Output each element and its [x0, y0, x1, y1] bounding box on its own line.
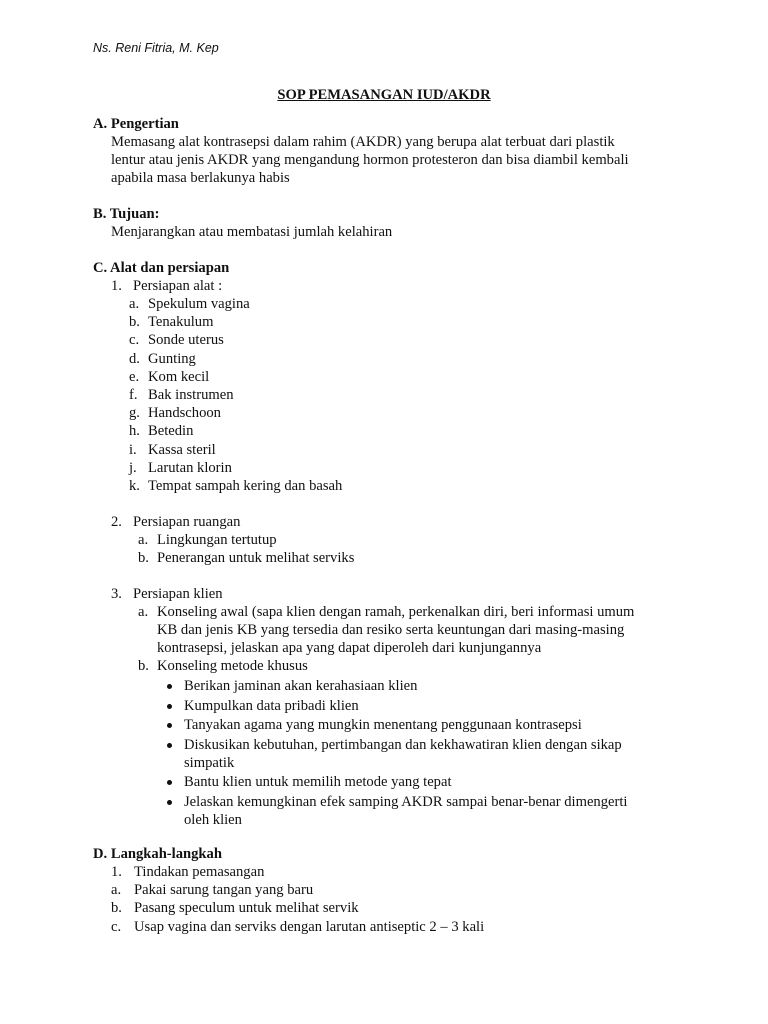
section-a-line: lentur atau jenis AKDR yang mengandung hormon protesteron dan bisa diambil kembali — [111, 152, 629, 168]
bullet-icon — [167, 800, 172, 805]
list-item: Bak instrumen — [148, 387, 234, 403]
section-b-heading: B. Tujuan: — [93, 206, 160, 222]
bullet-item-line: Tanyakan agama yang mungkin menentang penggunaan kontrasepsi — [184, 717, 582, 734]
klien-a-line: Konseling awal (sapa klien dengan ramah, perkenalkan diri, beri informasi umum — [157, 604, 635, 620]
subsection-label: Persiapan ruangan — [133, 514, 241, 530]
list-marker: b. — [138, 550, 149, 566]
list-marker: e. — [129, 368, 140, 385]
list-item: Penerangan untuk melihat serviks — [157, 550, 355, 566]
list-item: Handschoon — [148, 405, 221, 422]
author-name: Ns. Reni Fitria, M. Kep — [93, 41, 219, 55]
list-item: Tempat sampah kering dan basah — [148, 478, 343, 494]
section-a-line: Memasang alat kontrasepsi dalam rahim (AKDR) yang berupa alat terbuat dari plastik — [111, 134, 615, 150]
bullet-item-line: Berikan jaminan akan kerahasiaan klien — [184, 678, 418, 694]
section-c-heading: C. Alat dan persiapan — [93, 260, 230, 276]
section-a-line: apabila masa berlakunya habis — [111, 170, 290, 186]
list-item: Pasang speculum untuk melihat servik — [134, 900, 359, 917]
list-item: Betedin — [148, 423, 194, 440]
list-item: Larutan klorin — [148, 459, 232, 476]
list-number: 2. — [111, 514, 122, 530]
document-title: SOP PEMASANGAN IUD/AKDR — [277, 87, 491, 103]
list-marker: a. — [111, 882, 122, 899]
list-marker: a. — [129, 296, 140, 312]
list-item: Tenakulum — [148, 314, 214, 331]
bullet-icon — [167, 743, 172, 748]
bullet-item-line: Bantu klien untuk memilih metode yang tepat — [184, 774, 452, 791]
bullet-item-line: Kumpulkan data pribadi klien — [184, 697, 359, 714]
list-item: Gunting — [148, 350, 196, 367]
subsection-label: Persiapan alat : — [133, 278, 223, 294]
list-marker: b. — [111, 900, 122, 917]
list-marker: k. — [129, 478, 140, 494]
bullet-item-line: simpatik — [184, 754, 235, 771]
list-marker: b. — [129, 314, 140, 331]
list-marker: b. — [138, 658, 149, 674]
bullet-item-line: Jelaskan kemungkinan efek samping AKDR sampai benar-benar dimengerti — [184, 794, 628, 810]
list-item: Tindakan pemasangan — [134, 864, 265, 880]
list-item: Spekulum vagina — [148, 296, 250, 312]
list-marker: i. — [129, 441, 137, 458]
section-d-heading: D. Langkah-langkah — [93, 846, 222, 862]
list-item: Kom kecil — [148, 368, 210, 385]
list-marker: c. — [111, 918, 122, 935]
klien-a-line: KB dan jenis KB yang tersedia dan resiko serta keuntungan dari masing-masing — [157, 622, 625, 638]
bullet-icon — [167, 780, 172, 785]
section-b-text: Menjarangkan atau membatasi jumlah kelahiran — [111, 224, 393, 240]
subsection-label: Persiapan klien — [133, 586, 223, 602]
list-marker: a. — [138, 532, 149, 548]
list-marker: f. — [129, 387, 138, 403]
bullet-icon — [167, 704, 172, 709]
list-marker: c. — [129, 332, 140, 349]
list-item: Sonde uterus — [148, 332, 224, 349]
bullet-icon — [167, 684, 172, 689]
bullet-icon — [167, 723, 172, 728]
list-marker: 1. — [111, 864, 122, 880]
bullet-item-line: oleh klien — [184, 812, 242, 828]
list-marker: d. — [129, 350, 140, 367]
klien-b-label: Konseling metode khusus — [157, 658, 308, 674]
section-a-heading: A. Pengertian — [93, 116, 179, 132]
bullet-item-line: Diskusikan kebutuhan, pertimbangan dan kekhawatiran klien dengan sikap — [184, 736, 622, 753]
list-item: Lingkungan tertutup — [157, 532, 277, 548]
list-item: Pakai sarung tangan yang baru — [134, 882, 314, 899]
list-number: 1. — [111, 278, 122, 294]
list-item: Kassa steril — [148, 441, 216, 458]
list-marker: j. — [129, 459, 137, 476]
list-marker: h. — [129, 423, 140, 440]
list-number: 3. — [111, 586, 122, 602]
klien-a-line: kontrasepsi, jelaskan apa yang dapat diperoleh dari kunjungannya — [157, 640, 542, 656]
list-marker: a. — [138, 604, 149, 620]
list-item: Usap vagina dan serviks dengan larutan antiseptic 2 – 3 kali — [134, 918, 485, 935]
list-marker: g. — [129, 405, 140, 422]
